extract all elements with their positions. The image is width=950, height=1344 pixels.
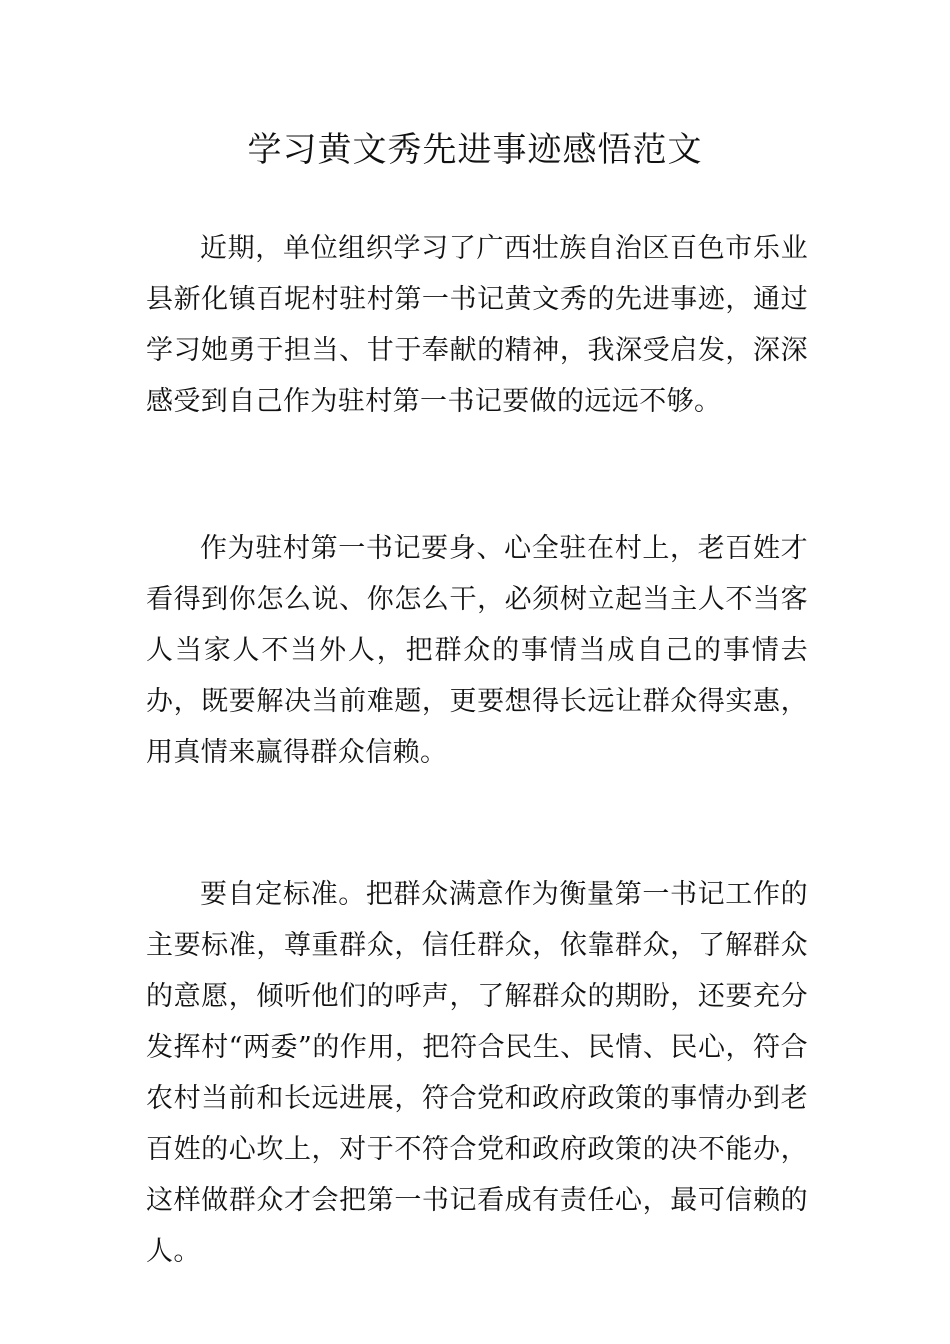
paragraph-2: 作为驻村第一书记要身、心全驻在村上，老百姓才看得到你怎么说、你怎么干，必须树立起当主人不当客人当家人不当外人，把群众的事情当成自己的事情去办，既要解决当前难题，更要想得长远让群众得实惠，用真情来赢得群众信赖。 [146, 533, 808, 768]
paragraph-3: 要自定标准。把群众满意作为衡量第一书记工作的主要标准，尊重群众，信任群众，依靠群众，了解群众的意愿，倾听他们的呼声，了解群众的期盼，还要充分发挥村“两委”的作用，把符合民生、民情、民心，符合农村当前和长远进展，符合党和政府政策的事情办到老百姓的心坎上，对于不符合党和政府政策的决不能办，这样做群众才会把第一书记看成有责任心，最可信赖的人。 [146, 879, 808, 1267]
paragraph-1: 近期，单位组织学习了广西壮族自治区百色市乐业县新化镇百坭村驻村第一书记黄文秀的先进事迹，通过学习她勇于担当、甘于奉献的精神，我深受启发，深深感受到自己作为驻村第一书记要做的远远不够。 [146, 233, 808, 417]
document-title: 学习黄文秀先进事迹感悟范文 [247, 130, 703, 170]
